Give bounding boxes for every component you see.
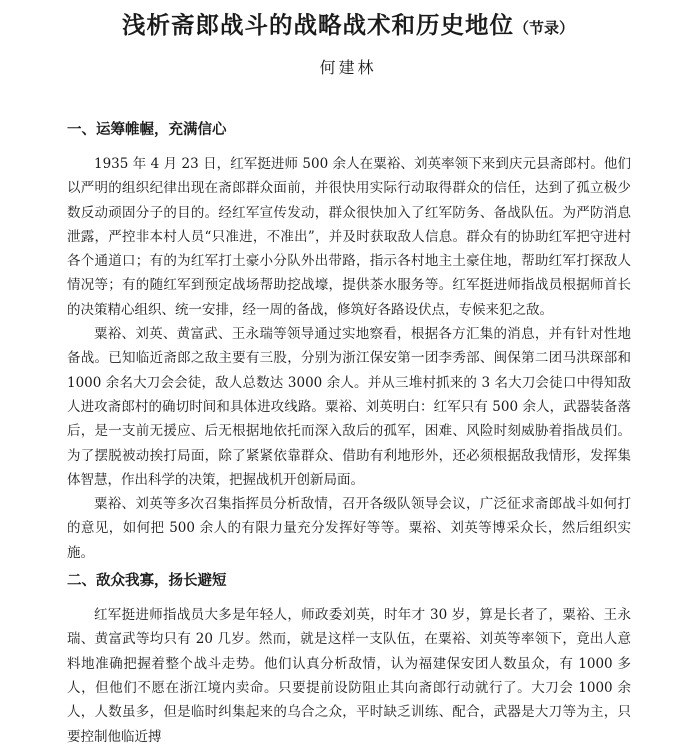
article-body — [67, 118, 631, 749]
paragraph: 红军挺进师指战员大多是年轻人，师政委刘英，时年才 30 岁，算是长者了，粟裕、王永瑞、黄富武等均只有 20 几岁。然而，就是这样一支队伍，在粟裕、刘英等率领下，竟出人意料地准确把握着整个战斗走势。他们认真分析敌情，认为福建保安团人数虽众，有 1000 多人，但他们不愿在浙江境内卖命。只要提前设防阻止其向斋郎行动就行了。大刀会 1000 余人，人数虽多，但是临时纠集起来的乌合之众，平时缺乏训练、配合，武器是大刀等为主，只要控制他临近搏 — [67, 607, 631, 745]
section-heading: 二、敌众我寡，扬长避短 — [67, 573, 227, 590]
paragraph: 粟裕、刘英、黄富武、王永瑞等领导通过实地察看，根据各方汇集的消息，并有针对性地备战。已知临近斋郎之敌主要有三股，分别为浙江保安第一团李秀部、闽保第二团马洪琛部和 1000 余名大刀会会徒，敌人总数达 3000 余人。并从三堆村抓来的 3 名大刀会徒口中得知敌人进攻斋郎村的确切时间和具体进攻线路。粟裕、刘英明白：红军只有 500 余人，武器装备落后，是一支前无援应、后无根据地依托而深入敌后的孤军，困难、风险时刻威胁着指战员们。为了摆脱被动挨打局面，除了紧紧依靠群众、借助有利地形外，还必须根据敌我情形，发挥集体智慧，作出科学的决策，把握战机开创新局面。 — [67, 326, 631, 488]
paragraph: 粟裕、刘英等多次召集指挥员分析敌情，召开各级队领导会议，广泛征求斋郎战斗如何打的意见，如何把 500 余人的有限力量充分发挥好等等。粟裕、刘英等博采众长，然后组织实施。 — [67, 496, 631, 561]
article-title-note: （节录） — [513, 19, 574, 37]
paragraph: 1935 年 4 月 23 日，红军挺进师 500 余人在粟裕、刘英率领下来到庆元县斋郎村。他们以严明的组织纪律出现在斋郎群众面前，并很快用实际行动取得群众的信任，达到了孤立极少数反动顽固分子的目的。经红军宣传发动，群众很快加入了红军防务、备战队伍。为严防消息泄露，严控非本村人员“只准进，不准出”，并及时获取敌人信息。群众有的协助红军把守进村各个通道口；有的为红军打土豪小分队外出带路，指示各村地主土豪住地，帮助红军打探敌人情况等；有的随红军到预定战场帮助挖战壕，提供茶水服务等。红军挺进师指战员根据师首长的决策精心组织、统一安排，经一周的备战，修筑好各路设伏点，专候来犯之敌。 — [67, 156, 631, 318]
article-title-text: 浅析斋郎战斗的战略战术和历史地位 — [121, 11, 514, 39]
author-name: 何建林 — [319, 58, 377, 77]
article-title — [0, 6, 696, 40]
section-heading: 一、运筹帷幄，充满信心 — [67, 122, 227, 138]
